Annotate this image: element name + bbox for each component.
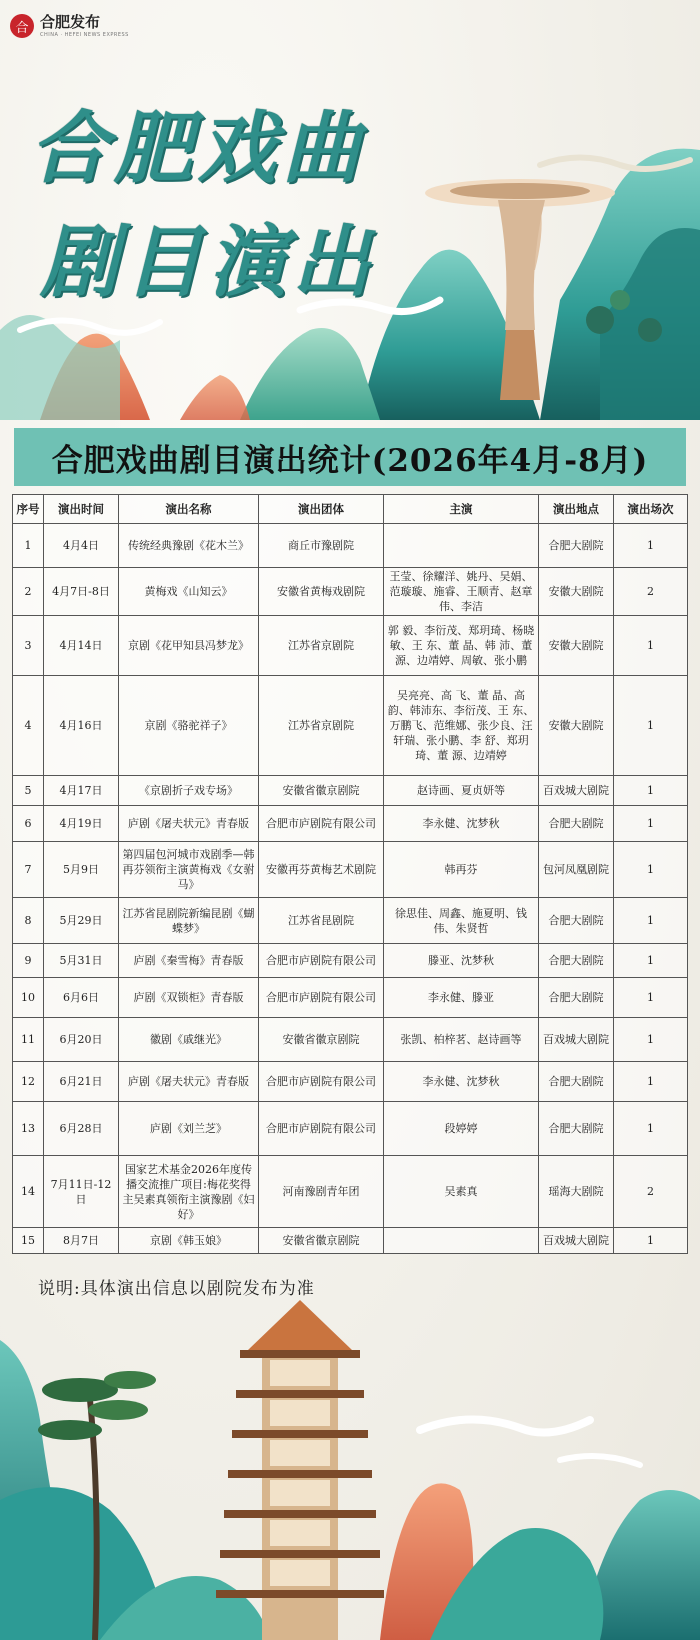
table-row: [13, 524, 688, 568]
cell-troupe: 江苏省昆剧院: [259, 898, 384, 944]
cell-venue: 安徽大剧院: [539, 676, 614, 776]
cell-troupe: 合肥市庐剧院有限公司: [259, 1102, 384, 1156]
brand-seal-icon: 合: [10, 14, 34, 38]
cell-troupe: 合肥市庐剧院有限公司: [259, 806, 384, 842]
cell-name: 庐剧《秦雪梅》青春版: [119, 944, 259, 978]
cell-date: 5月29日: [44, 898, 119, 944]
cell-count: 1: [614, 524, 688, 568]
table-row: [13, 616, 688, 676]
cell-count: 1: [614, 1062, 688, 1102]
cell-date: 5月31日: [44, 944, 119, 978]
cell-count: 1: [614, 944, 688, 978]
cell-cast: 段婷婷: [384, 1102, 539, 1156]
cell-name: 《京剧折子戏专场》: [119, 776, 259, 806]
cell-venue: 安徽大剧院: [539, 616, 614, 676]
cell-venue: 合肥大剧院: [539, 944, 614, 978]
cell-name: 京剧《韩玉娘》: [119, 1228, 259, 1254]
table-row: [13, 944, 688, 978]
table-row: [13, 776, 688, 806]
table-row: [13, 568, 688, 616]
cell-venue: 合肥大剧院: [539, 1102, 614, 1156]
cell-name: 传统经典豫剧《花木兰》: [119, 524, 259, 568]
cell-no: 15: [13, 1228, 44, 1254]
table-title-band: [14, 428, 686, 486]
cell-cast: 韩再芬: [384, 842, 539, 898]
col-header-cast: 主演: [384, 495, 539, 524]
cell-no: 10: [13, 978, 44, 1018]
table-row: [13, 1062, 688, 1102]
cell-date: 4月4日: [44, 524, 119, 568]
cell-no: 3: [13, 616, 44, 676]
cell-cast: 吴素真: [384, 1156, 539, 1228]
cell-no: 13: [13, 1102, 44, 1156]
cell-no: 12: [13, 1062, 44, 1102]
cell-venue: 瑶海大剧院: [539, 1156, 614, 1228]
cell-name: 黄梅戏《山知云》: [119, 568, 259, 616]
cell-cast: 李永健、沈梦秋: [384, 806, 539, 842]
cell-date: 8月7日: [44, 1228, 119, 1254]
cell-name: 京剧《花甲知县冯梦龙》: [119, 616, 259, 676]
cell-count: 1: [614, 676, 688, 776]
cell-name: 庐剧《双锁柜》青春版: [119, 978, 259, 1018]
col-header-date: 演出时间: [44, 495, 119, 524]
cell-date: 4月16日: [44, 676, 119, 776]
col-header-troupe: 演出团体: [259, 495, 384, 524]
cell-no: 2: [13, 568, 44, 616]
cell-no: 1: [13, 524, 44, 568]
cell-date: 4月17日: [44, 776, 119, 806]
cell-cast: 徐思佳、周鑫、施夏明、钱伟、朱贤哲: [384, 898, 539, 944]
cell-date: 4月19日: [44, 806, 119, 842]
cell-no: 4: [13, 676, 44, 776]
cell-name: 庐剧《刘兰芝》: [119, 1102, 259, 1156]
cell-cast: [384, 524, 539, 568]
cell-cast: 滕亚、沈梦秋: [384, 944, 539, 978]
cell-date: 6月20日: [44, 1018, 119, 1062]
cell-troupe: 河南豫剧青年团: [259, 1156, 384, 1228]
cell-count: 1: [614, 806, 688, 842]
table-row: [13, 676, 688, 776]
table-row: [13, 806, 688, 842]
cell-troupe: 合肥市庐剧院有限公司: [259, 1062, 384, 1102]
bottom-landscape: [0, 1300, 700, 1640]
cell-troupe: 合肥市庐剧院有限公司: [259, 978, 384, 1018]
hero-title-line1: 合肥戏曲: [30, 104, 367, 194]
cell-cast: 赵诗画、夏贞妍等: [384, 776, 539, 806]
cell-venue: 百戏城大剧院: [539, 1228, 614, 1254]
cell-troupe: 商丘市豫剧院: [259, 524, 384, 568]
table-row: [13, 898, 688, 944]
brand-subtitle: CHINA · HEFEI NEWS EXPRESS: [40, 31, 129, 38]
cell-name: 京剧《骆驼祥子》: [119, 676, 259, 776]
cell-date: 6月21日: [44, 1062, 119, 1102]
cell-cast: 吴亮亮、高 飞、董 晶、高 韵、韩沛东、李衍茂、王 东、万鹏飞、范维娜、张少良、汪轩瑞、张小鹏、李 舒、郑玥琦、董 源、边靖婷: [384, 676, 539, 776]
cell-count: 2: [614, 1156, 688, 1228]
cell-troupe: 江苏省京剧院: [259, 616, 384, 676]
cell-name: 庐剧《屠夫状元》青春版: [119, 806, 259, 842]
cell-count: 1: [614, 842, 688, 898]
cell-count: 1: [614, 1228, 688, 1254]
cell-no: 7: [13, 842, 44, 898]
cell-venue: 合肥大剧院: [539, 524, 614, 568]
cell-venue: 合肥大剧院: [539, 898, 614, 944]
cell-troupe: 江苏省京剧院: [259, 676, 384, 776]
cell-venue: 合肥大剧院: [539, 978, 614, 1018]
cell-count: 1: [614, 1018, 688, 1062]
cell-no: 9: [13, 944, 44, 978]
cell-cast: 李永健、滕亚: [384, 978, 539, 1018]
brand-logo: [10, 14, 129, 38]
cell-name: 庐剧《屠夫状元》青春版: [119, 1062, 259, 1102]
table-title: 合肥戏曲剧目演出统计(2026年4月-8月): [51, 442, 649, 479]
cell-name: 国家艺术基金2026年度传播交流推广项目:梅花奖得主吴素真领衔主演豫剧《妇好》: [119, 1156, 259, 1228]
cell-troupe: 合肥市庐剧院有限公司: [259, 944, 384, 978]
cell-count: 1: [614, 1102, 688, 1156]
table-row: [13, 842, 688, 898]
col-header-name: 演出名称: [119, 495, 259, 524]
performance-table: [12, 494, 688, 1254]
col-header-venue: 演出地点: [539, 495, 614, 524]
cell-cast: 张凯、柏梓茗、赵诗画等: [384, 1018, 539, 1062]
cell-venue: 百戏城大剧院: [539, 776, 614, 806]
table-row: [13, 978, 688, 1018]
cell-cast: [384, 1228, 539, 1254]
cell-cast: 李永健、沈梦秋: [384, 1062, 539, 1102]
cell-date: 4月7日-8日: [44, 568, 119, 616]
cell-troupe: 安徽省徽京剧院: [259, 1228, 384, 1254]
table-header-row: [13, 495, 688, 524]
cell-date: 6月6日: [44, 978, 119, 1018]
cell-no: 6: [13, 806, 44, 842]
cell-name: 江苏省昆剧院新编昆剧《蝴蝶梦》: [119, 898, 259, 944]
cell-date: 7月11日-12日: [44, 1156, 119, 1228]
cell-count: 1: [614, 776, 688, 806]
cell-venue: 百戏城大剧院: [539, 1018, 614, 1062]
cell-count: 2: [614, 568, 688, 616]
cell-no: 14: [13, 1156, 44, 1228]
hero-title-line2: 剧目演出: [40, 218, 377, 308]
table-row: [13, 1228, 688, 1254]
cell-troupe: 安徽省徽京剧院: [259, 776, 384, 806]
cell-venue: 包河凤凰剧院: [539, 842, 614, 898]
cell-venue: 安徽大剧院: [539, 568, 614, 616]
col-header-no: 序号: [13, 495, 44, 524]
cell-name: 徽剧《戚继光》: [119, 1018, 259, 1062]
cell-date: 5月9日: [44, 842, 119, 898]
cell-no: 5: [13, 776, 44, 806]
cell-venue: 合肥大剧院: [539, 1062, 614, 1102]
cell-count: 1: [614, 898, 688, 944]
cell-venue: 合肥大剧院: [539, 806, 614, 842]
cell-no: 11: [13, 1018, 44, 1062]
cell-count: 1: [614, 978, 688, 1018]
cell-name: 第四届包河城市戏剧季—韩再芬领衔主演黄梅戏《女驸马》: [119, 842, 259, 898]
cell-count: 1: [614, 616, 688, 676]
cell-troupe: 安徽省黄梅戏剧院: [259, 568, 384, 616]
cell-cast: 郭 毅、李衍茂、郑玥琦、杨晓敏、王 东、董 晶、韩 沛、董 源、边靖婷、周敏、张小鹏: [384, 616, 539, 676]
cell-troupe: 安徽省徽京剧院: [259, 1018, 384, 1062]
table-row: [13, 1156, 688, 1228]
table-row: [13, 1018, 688, 1062]
table-row: [13, 1102, 688, 1156]
footnote: 说明:具体演出信息以剧院发布为准: [38, 1279, 315, 1299]
brand-name: 合肥发布: [40, 12, 101, 31]
cell-no: 8: [13, 898, 44, 944]
cell-date: 6月28日: [44, 1102, 119, 1156]
cell-date: 4月14日: [44, 616, 119, 676]
pagoda-icon: [216, 1300, 384, 1640]
cell-cast: 王莹、徐耀洋、姚丹、吴娟、范璇璇、施睿、王顺青、赵章伟、李洁: [384, 568, 539, 616]
cell-troupe: 安徽再芬黄梅艺术剧院: [259, 842, 384, 898]
col-header-count: 演出场次: [614, 495, 688, 524]
